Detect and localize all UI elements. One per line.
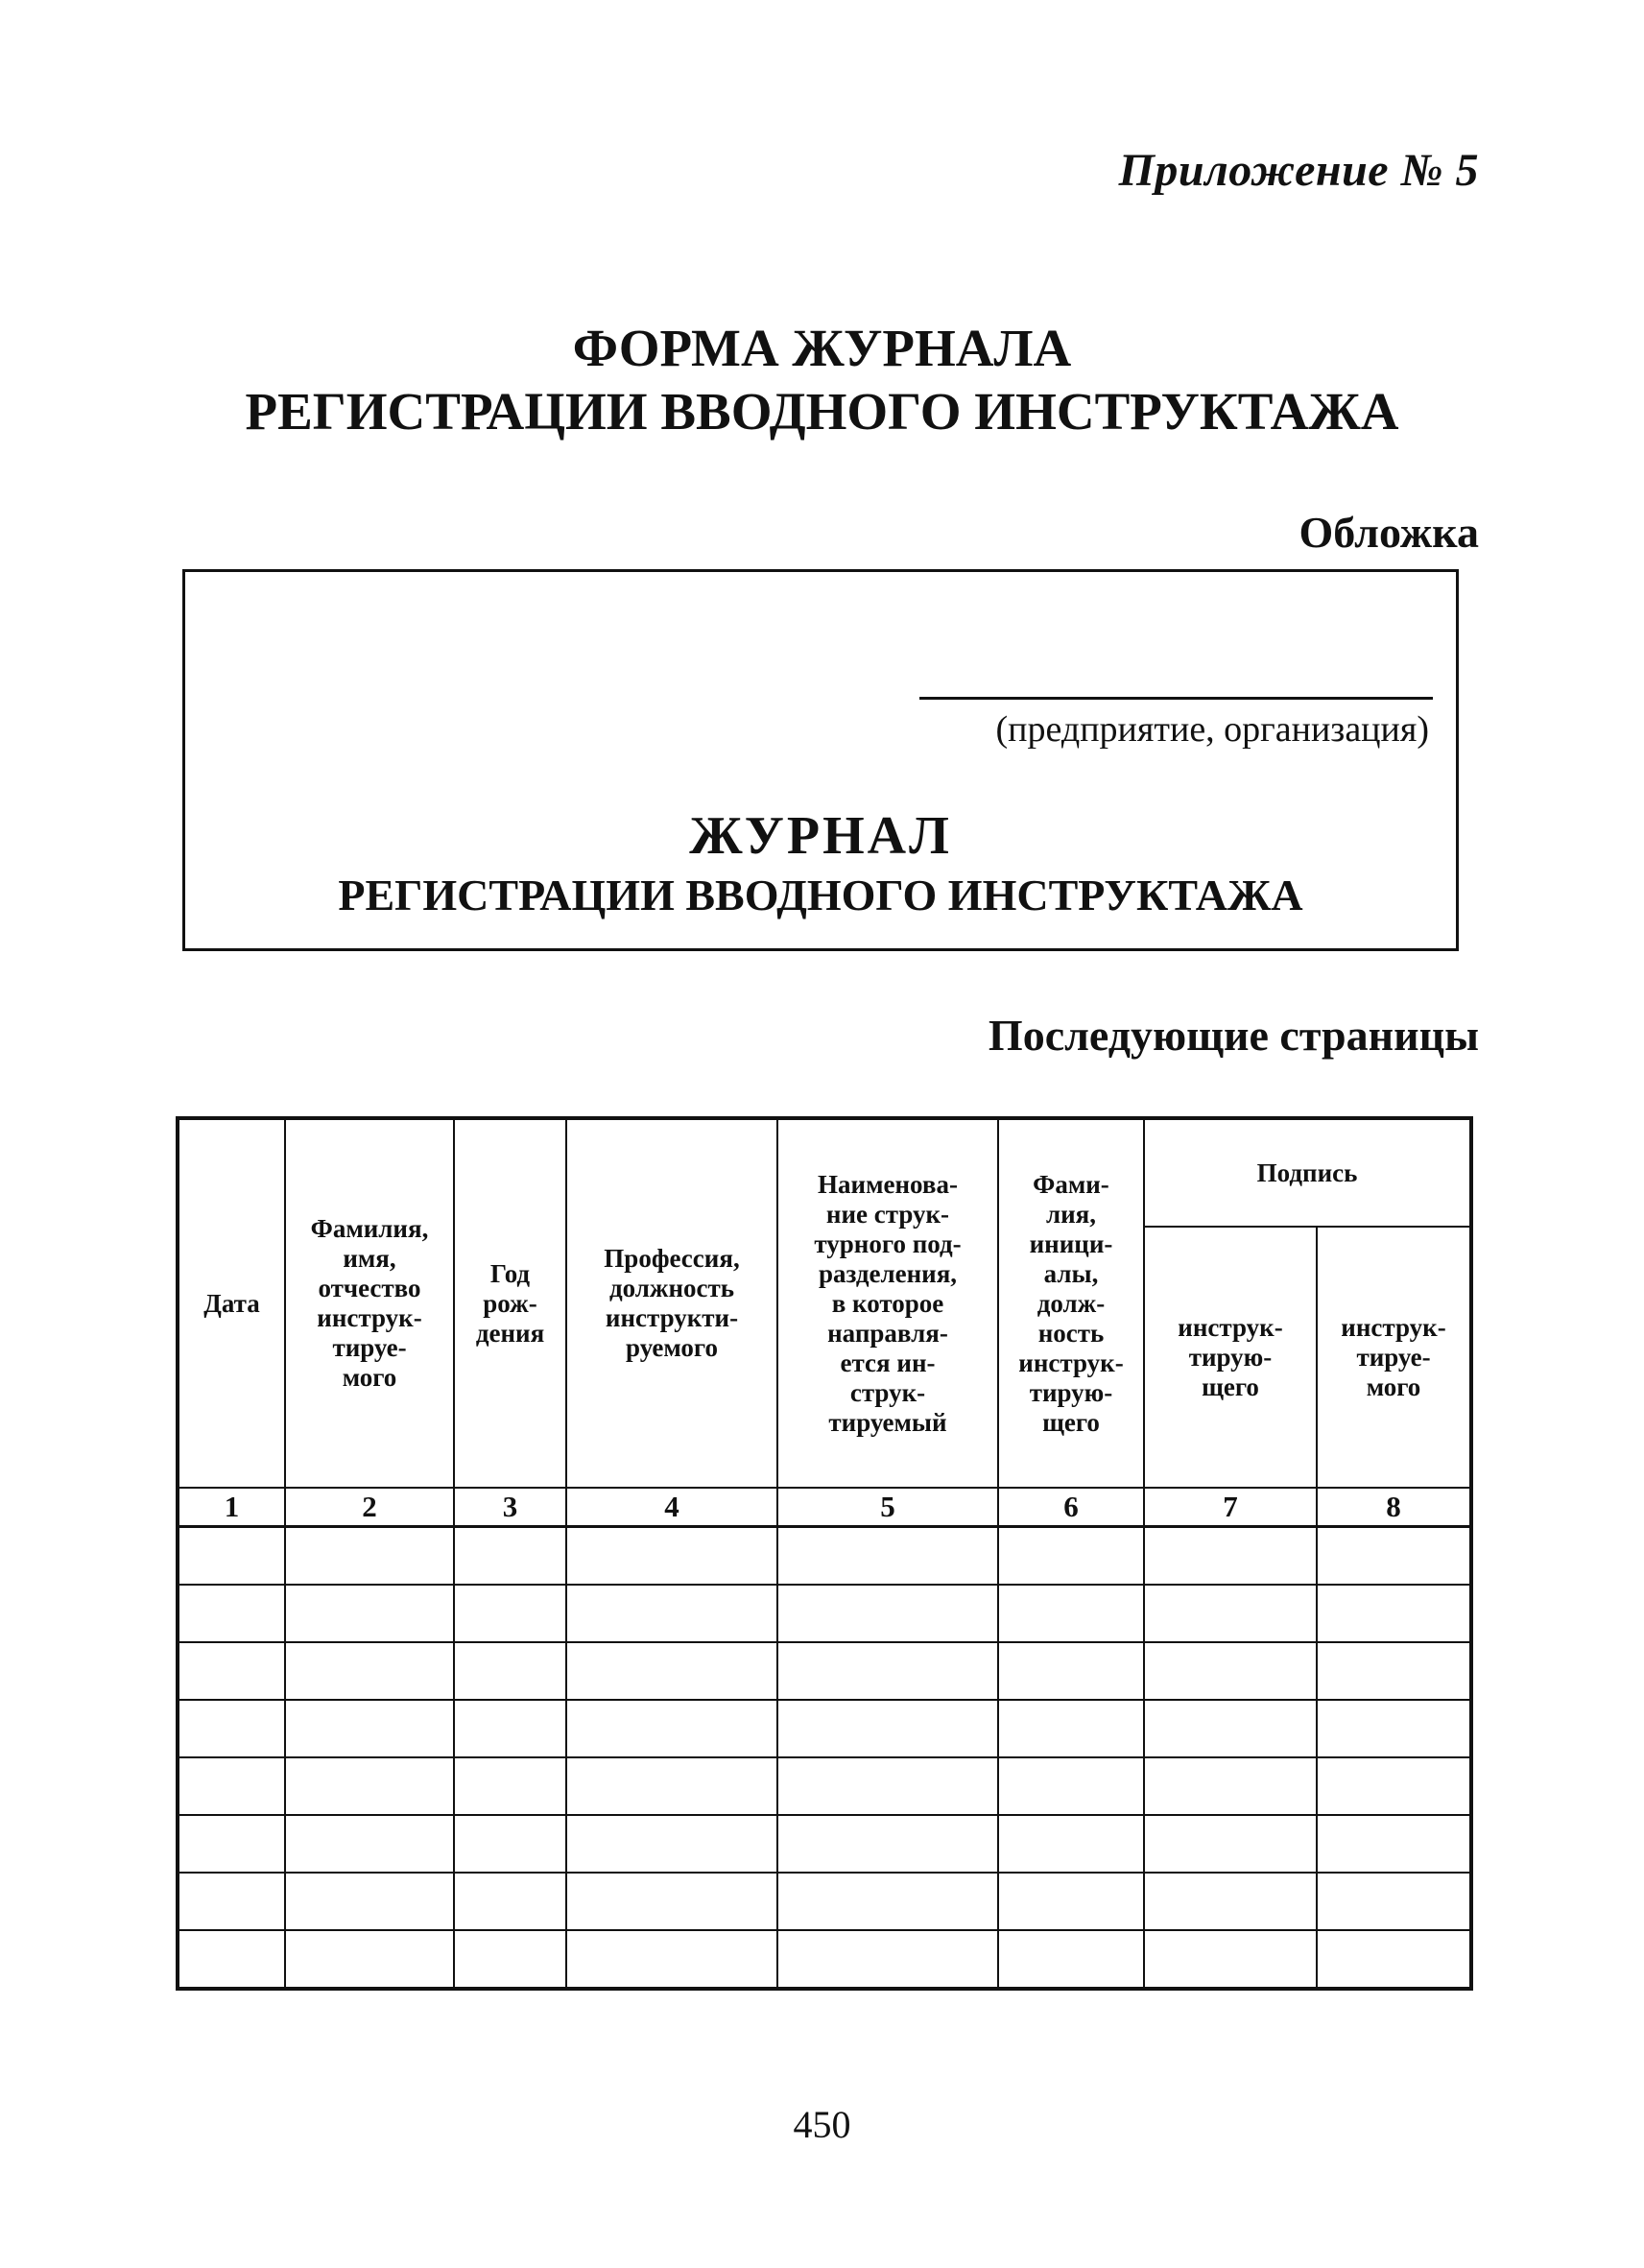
page-number: 450: [793, 2103, 851, 2146]
document-title-line-1: ФОРМА ЖУРНАЛА: [572, 319, 1072, 377]
header-date: Дата: [178, 1118, 285, 1488]
header-birth-year: Год рож- дения: [454, 1118, 566, 1488]
column-number: 8: [1317, 1488, 1471, 1527]
table-row: [178, 1642, 1471, 1700]
column-number: 7: [1144, 1488, 1317, 1527]
cover-box: [182, 569, 1459, 951]
column-number: 3: [454, 1488, 566, 1527]
header-instructor: Фами- лия, иници- алы, долж- ность инструк- тирую- щего: [998, 1118, 1144, 1488]
header-profession: Профессия, должность инструкти- руемого: [566, 1118, 777, 1488]
subsequent-pages-caption: Последующие страницы: [988, 1011, 1479, 1060]
table-row: [178, 1930, 1471, 1989]
journal-title: ЖУРНАЛ: [689, 806, 952, 866]
organization-caption: (предприятие, организация): [995, 709, 1429, 750]
organization-blank-line: [919, 697, 1433, 700]
table-row: [178, 1585, 1471, 1642]
column-number: 6: [998, 1488, 1144, 1527]
table-row: [178, 1527, 1471, 1586]
table-row: [178, 1873, 1471, 1930]
header-signature: Подпись: [1144, 1118, 1471, 1227]
table-row: [178, 1700, 1471, 1757]
cover-caption: Обложка: [1299, 508, 1479, 557]
appendix-label: Приложение № 5: [1118, 145, 1479, 196]
header-signature-instructor: инструк- тирую- щего: [1144, 1227, 1317, 1488]
header-signature-trainee: инструк- тируе- мого: [1317, 1227, 1471, 1488]
induction-log-table: [176, 1116, 1473, 1991]
document-title: [0, 317, 1644, 443]
column-number: 2: [285, 1488, 454, 1527]
table-row: [178, 1757, 1471, 1815]
column-number-row: [178, 1488, 1471, 1527]
header-trainee-name: Фамилия, имя, отчество инструк- тируе- мого: [285, 1118, 454, 1488]
journal-subtitle: РЕГИСТРАЦИИ ВВОДНОГО ИНСТРУКТАЖА: [338, 871, 1303, 919]
column-number: 5: [777, 1488, 998, 1527]
column-number: 1: [178, 1488, 285, 1527]
document-title-line-2: РЕГИСТРАЦИИ ВВОДНОГО ИНСТРУКТАЖА: [245, 382, 1399, 441]
table-row: [178, 1815, 1471, 1873]
header-structural-unit: Наименова- ние струк- турного под- разделения, в которое направля- ется ин- струк- тируемый: [777, 1118, 998, 1488]
table-header-row: [178, 1118, 1471, 1227]
column-number: 4: [566, 1488, 777, 1527]
